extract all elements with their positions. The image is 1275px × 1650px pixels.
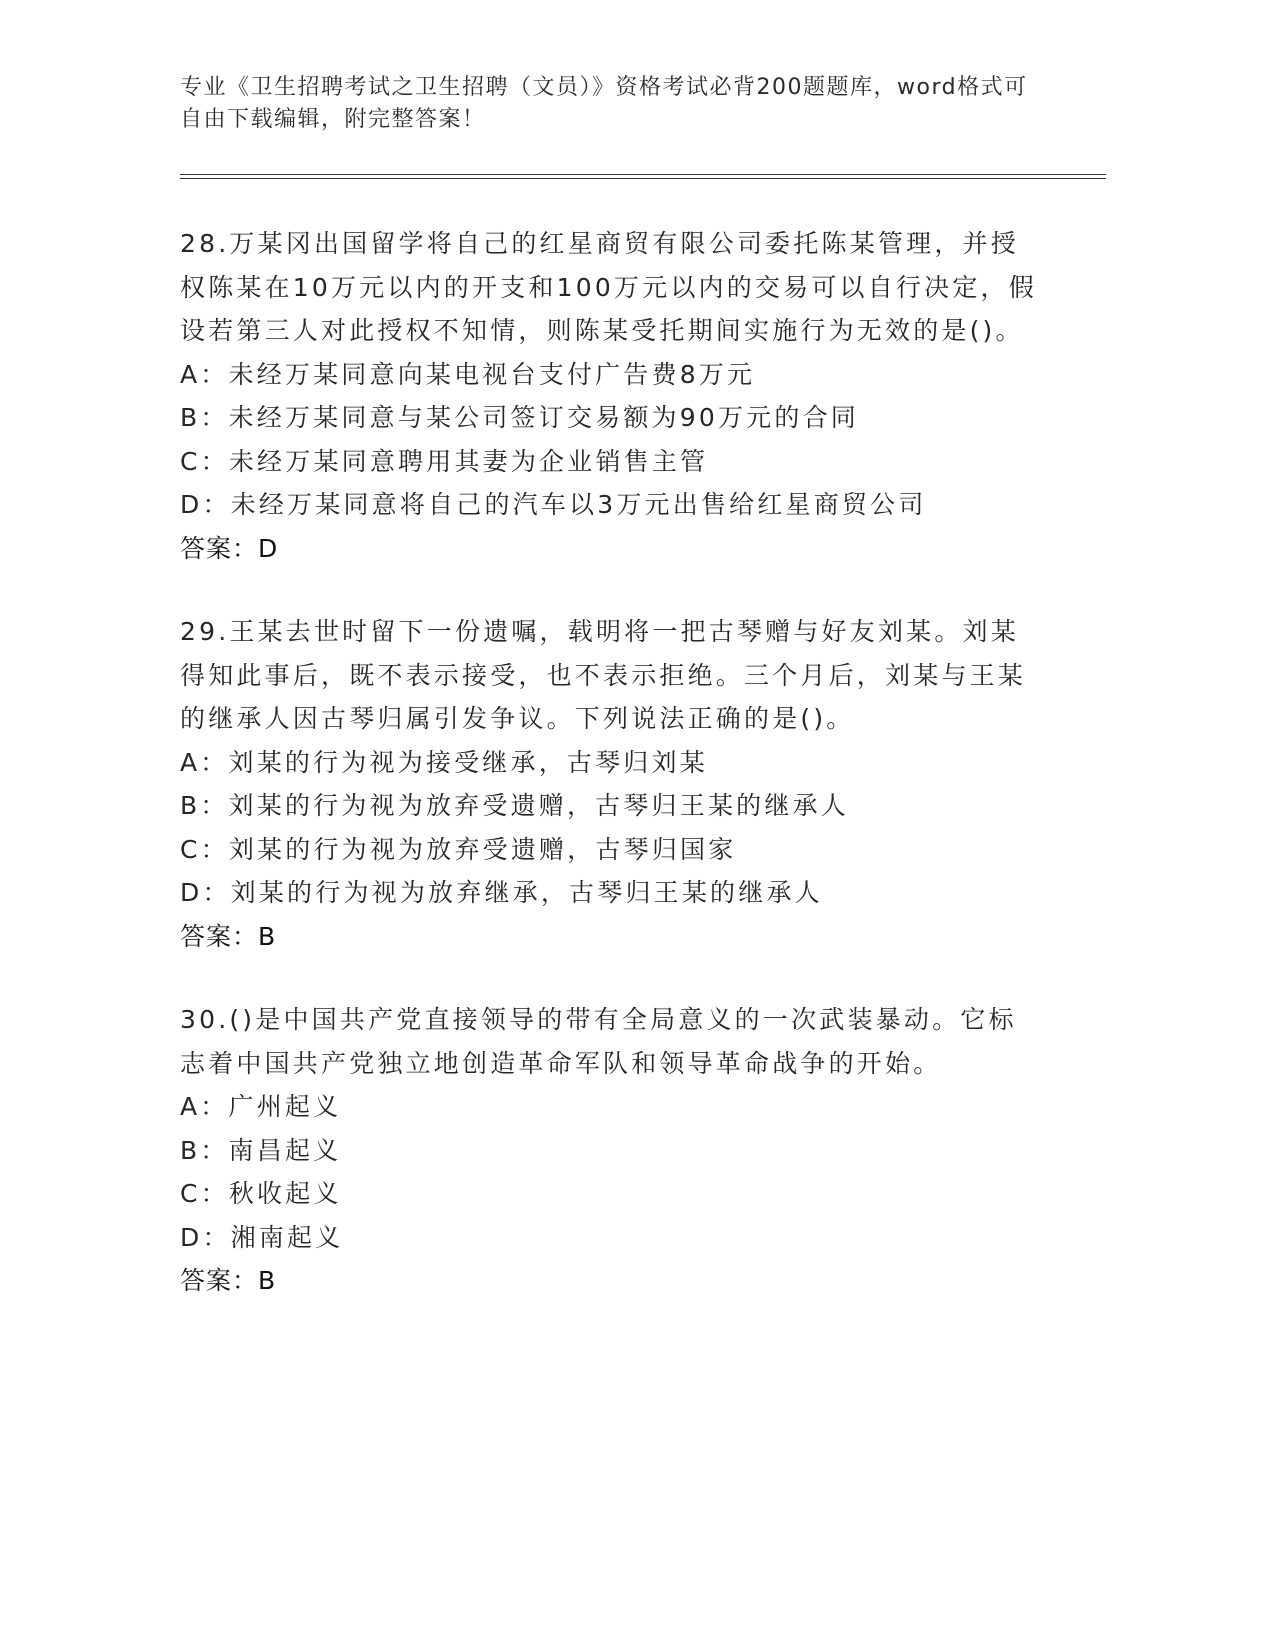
option-d: D：湘南起义	[180, 1222, 344, 1252]
header-double-rule	[180, 174, 1106, 179]
answer-line: 答案：D	[180, 533, 279, 563]
option-a: A：未经万某同意向某电视台支付广告费8万元	[180, 359, 756, 389]
option-a: A：刘某的行为视为接受继承，古琴归刘某	[180, 747, 708, 777]
question-30	[180, 998, 1040, 1303]
question-list	[180, 222, 1040, 1343]
option-d: D：刘某的行为视为放弃继承，古琴归王某的继承人	[180, 878, 823, 907]
answer-line: 答案：B	[180, 921, 277, 951]
question-28	[180, 222, 1040, 570]
option-d: D：未经万某同意将自己的汽车以3万元出售给红星商贸公司	[180, 490, 927, 519]
option-c: C：未经万某同意聘用其妻为企业销售主管	[180, 446, 709, 476]
option-a: A：广州起义	[180, 1092, 342, 1121]
option-b: B：南昌起义	[180, 1135, 342, 1165]
question-stem: 29.王某去世时留下一份遗嘱，载明将一把古琴赠与好友刘某。刘某得知此事后，既不表示接受，也不表示拒绝。三个月后，刘某与王某的继承人因古琴归属引发争议。下列说法正确的是()。	[180, 617, 1027, 733]
question-stem: 28.万某冈出国留学将自己的红星商贸有限公司委托陈某管理，并授权陈某在10万元以内的开支和100万元以内的交易可以自行决定，假设若第三人对此授权不知情，则陈某受托期间实施行为无效的是()。	[180, 229, 1037, 345]
answer-line: 答案：B	[180, 1266, 277, 1295]
option-c: C：刘某的行为视为放弃受遗赠，古琴归国家	[180, 834, 737, 864]
question-stem: 30.()是中国共产党直接领导的带有全局意义的一次武装暴动。它标志着中国共产党独立地创造革命军队和领导革命战争的开始。	[180, 1005, 1017, 1078]
document-header: 专业《卫生招聘考试之卫生招聘（文员）》资格考试必背200题题库，word格式可自由下载编辑，附完整答案！	[180, 75, 1028, 132]
option-b: B：未经万某同意与某公司签订交易额为90万元的合同	[180, 403, 859, 432]
question-29	[180, 610, 1040, 958]
option-b: B：刘某的行为视为放弃受遗赠，古琴归王某的继承人	[180, 791, 849, 820]
option-c: C：秋收起义	[180, 1179, 342, 1208]
